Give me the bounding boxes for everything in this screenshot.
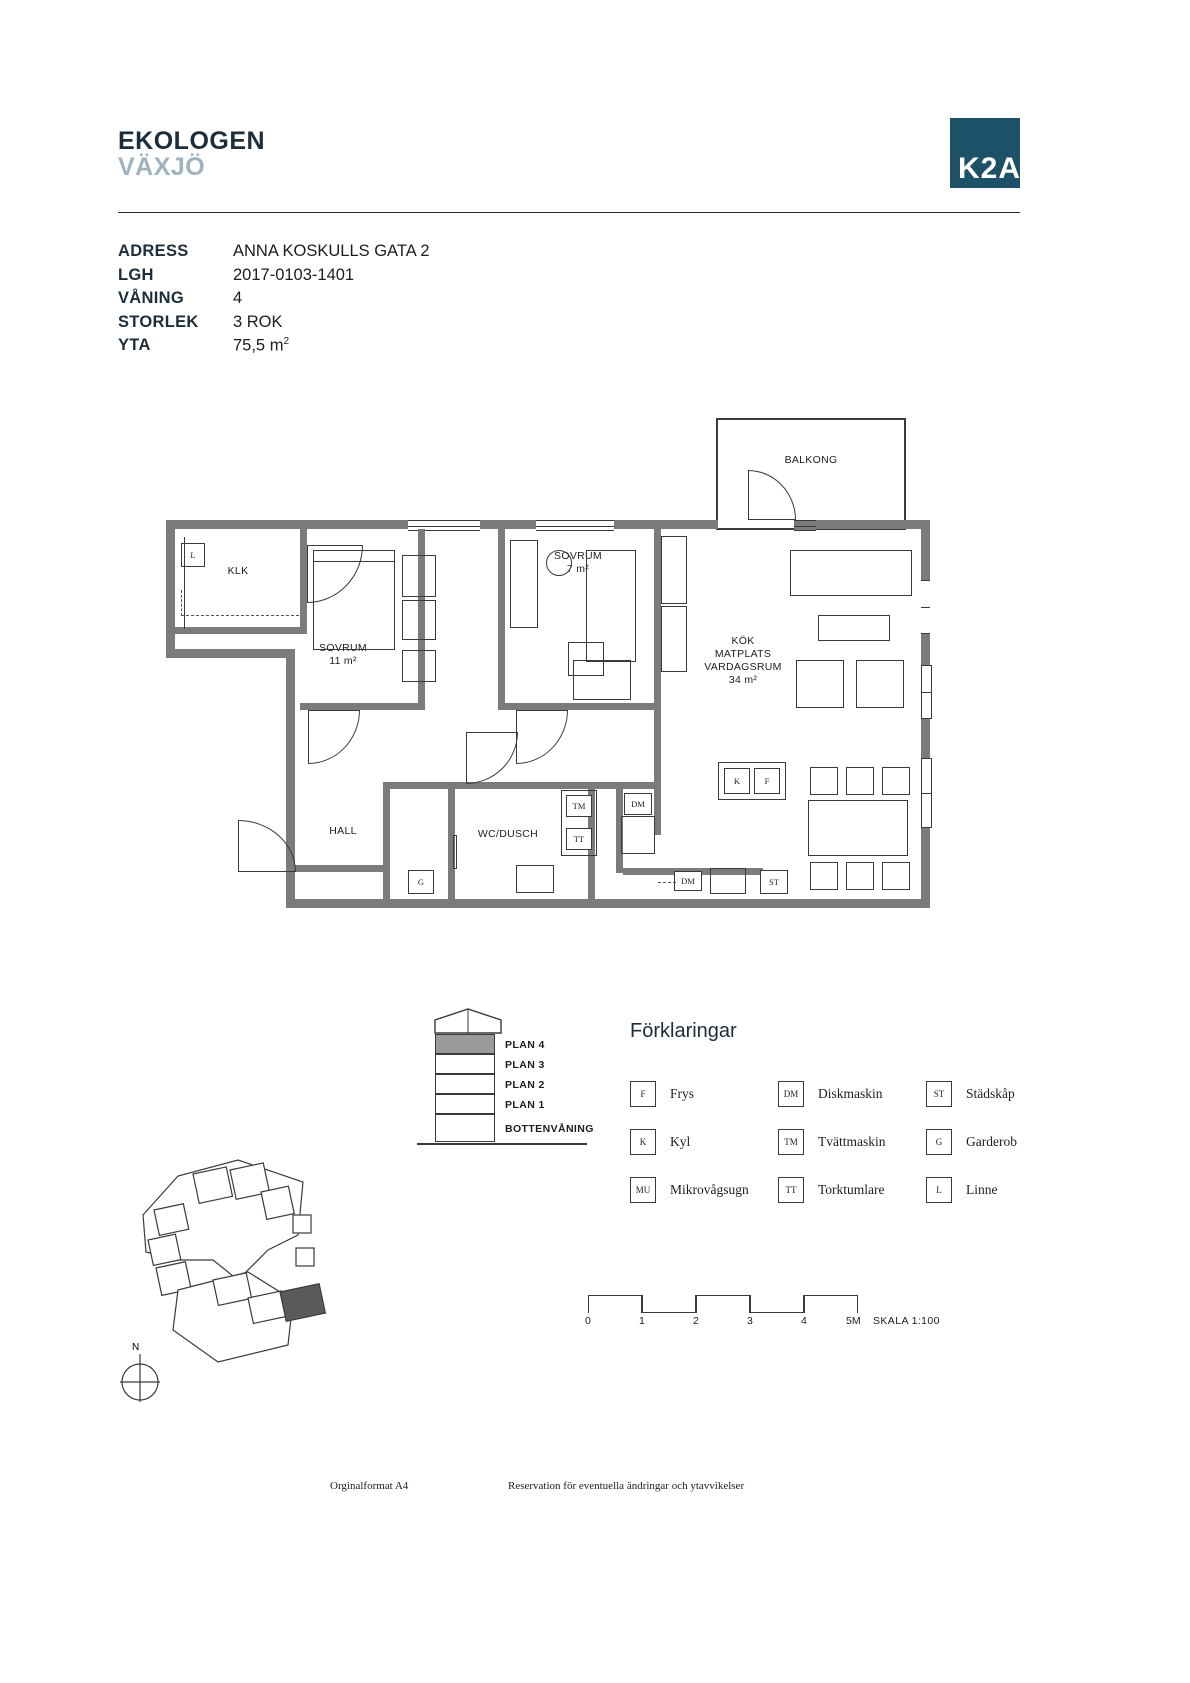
fact-value-storlek: 3 ROK bbox=[233, 312, 283, 331]
wardrobe-sovrum2 bbox=[510, 540, 538, 628]
legend-label-kyl: Kyl bbox=[670, 1134, 691, 1149]
room-label-hall: HALL bbox=[329, 825, 357, 837]
sovrum2-door-swing bbox=[516, 710, 568, 764]
wall-hall-left bbox=[383, 782, 390, 908]
hall-closet-lower bbox=[661, 606, 687, 672]
scale-label: SKALA 1:100 bbox=[873, 1315, 940, 1327]
klk-dashed-v bbox=[181, 590, 182, 616]
balcony-outline bbox=[716, 418, 906, 530]
dining-chair-3 bbox=[882, 767, 910, 795]
fact-key-vaning: VÅNING bbox=[118, 289, 184, 307]
window-right-3 bbox=[921, 758, 932, 828]
scale-seg-3 bbox=[696, 1295, 750, 1313]
legend-label-tvattmaskin: Tvättmaskin bbox=[818, 1134, 886, 1149]
room-label-sovrum-11: SOVRUM 11 m² bbox=[319, 642, 367, 668]
legend-item-stadskap bbox=[926, 1070, 1017, 1118]
fact-value-vaning: 4 bbox=[233, 289, 243, 307]
legend-item-frys bbox=[630, 1070, 749, 1118]
floor-label-plan-1: PLAN 1 bbox=[505, 1099, 545, 1111]
appliance-tag-dm-2: DM bbox=[674, 871, 702, 891]
legend-item-kyl bbox=[630, 1118, 749, 1166]
hall-closet-upper bbox=[661, 536, 687, 604]
wc-door-swing bbox=[466, 732, 518, 784]
legend-label-torktumlare: Torktumlare bbox=[818, 1182, 885, 1197]
footer-left: Orginalformat A4 bbox=[330, 1480, 409, 1492]
wardrobe-sovrum1-b bbox=[402, 600, 436, 640]
dining-chair-2 bbox=[846, 767, 874, 795]
wall-sovrum1-bottom bbox=[300, 703, 425, 710]
legend-code-dm: DM bbox=[778, 1081, 804, 1107]
wardrobe-sovrum1-a bbox=[402, 555, 436, 597]
brand-block bbox=[118, 128, 265, 181]
floor-row-plan-4 bbox=[435, 1034, 495, 1054]
dining-chair-1 bbox=[810, 767, 838, 795]
legend-code-mu: MU bbox=[630, 1177, 656, 1203]
appliance-tag-tt: TT bbox=[566, 828, 592, 850]
floor-label-plan-4: PLAN 4 bbox=[505, 1039, 545, 1051]
appliance-tag-tm: TM bbox=[566, 795, 592, 817]
k2a-logo bbox=[950, 118, 1020, 188]
room-label-wc-dusch: WC/DUSCH bbox=[477, 828, 539, 840]
legend-code-g: G bbox=[926, 1129, 952, 1155]
appliance-tag-k: K bbox=[724, 768, 750, 794]
window-top-2 bbox=[536, 520, 614, 531]
legend-column-1 bbox=[630, 1070, 749, 1214]
brand-line-1: EKOLOGEN bbox=[118, 127, 266, 155]
k2a-logo-text: K2A bbox=[958, 152, 1022, 185]
legend-item-diskmaskin bbox=[778, 1070, 886, 1118]
fact-key-yta: YTA bbox=[118, 336, 151, 354]
legend-code-l: L bbox=[926, 1177, 952, 1203]
compass-north-label: N bbox=[132, 1342, 140, 1353]
floor-row-plan-2 bbox=[435, 1074, 495, 1094]
stool-sovrum2 bbox=[546, 550, 572, 576]
fact-value-lgh: 2017-0103-1401 bbox=[233, 265, 355, 284]
scale-bar bbox=[585, 1295, 940, 1331]
legend-label-diskmaskin: Diskmaskin bbox=[818, 1086, 883, 1101]
desk-sovrum1 bbox=[402, 650, 436, 682]
wall-sovrum2-right bbox=[654, 529, 661, 835]
armchair-2 bbox=[856, 660, 904, 708]
wall-klk-bottom bbox=[175, 627, 307, 634]
fact-row-storlek bbox=[118, 313, 430, 332]
dm-cabinet bbox=[621, 816, 655, 854]
legend-code-tt: TT bbox=[778, 1177, 804, 1203]
appliance-tag-dm-1: DM bbox=[624, 793, 652, 815]
fact-value-adress: ANNA KOSKULLS GATA 2 bbox=[233, 242, 430, 260]
wc-basin bbox=[516, 865, 554, 893]
yta-superscript: 2 bbox=[283, 336, 290, 347]
compass-icon bbox=[118, 1340, 178, 1410]
fact-value-yta: 75,5 $m^2$ bbox=[233, 336, 290, 355]
wall-hall-top bbox=[383, 782, 658, 789]
building-base-line bbox=[417, 1143, 587, 1145]
sovrum1-door-swing bbox=[308, 710, 360, 764]
balcony-door-opening bbox=[794, 520, 816, 531]
floor-plan-drawing bbox=[118, 410, 1020, 930]
room-label-kok-matplats-vardagsrum: KÖK MATPLATS VARDAGSRUM 34 m² bbox=[704, 635, 782, 687]
appliance-tag-f: F bbox=[754, 768, 780, 794]
scale-tick-0: 0 bbox=[585, 1315, 591, 1327]
floor-label-plan-2: PLAN 2 bbox=[505, 1079, 545, 1091]
scale-tick-2: 2 bbox=[693, 1315, 699, 1327]
wall-sovrum2-left bbox=[498, 529, 505, 710]
table-sovrum2 bbox=[573, 660, 631, 700]
legend-label-linne: Linne bbox=[966, 1182, 998, 1197]
scale-tick-1: 1 bbox=[639, 1315, 645, 1327]
scale-bar-graphic bbox=[588, 1295, 858, 1313]
legend-label-garderob: Garderob bbox=[966, 1134, 1017, 1149]
legend-item-tvattmaskin bbox=[778, 1118, 886, 1166]
armchair-1 bbox=[796, 660, 844, 708]
fact-row-adress bbox=[118, 242, 430, 261]
window-right-2 bbox=[921, 665, 932, 719]
bed-double bbox=[313, 550, 395, 650]
scale-tick-4: 4 bbox=[801, 1315, 807, 1327]
scale-seg-2 bbox=[642, 1295, 696, 1313]
legend-label-mikrovagsugn: Mikrovågsugn bbox=[670, 1182, 749, 1197]
wall-sovrum2-bottom bbox=[505, 703, 655, 710]
legend-item-garderob bbox=[926, 1118, 1017, 1166]
floor-row-bottenvaning bbox=[435, 1114, 495, 1142]
appliance-tag-g: G bbox=[408, 870, 434, 894]
dining-chair-5 bbox=[846, 862, 874, 890]
legend-label-frys: Frys bbox=[670, 1086, 695, 1101]
wall-top-right bbox=[808, 520, 930, 529]
fact-row-vaning bbox=[118, 289, 430, 308]
legend-code-f: F bbox=[630, 1081, 656, 1107]
appliance-tag-st: ST bbox=[760, 870, 788, 894]
laundry-niche bbox=[561, 790, 597, 856]
legend-code-tm: TM bbox=[778, 1129, 804, 1155]
legend-code-st: ST bbox=[926, 1081, 952, 1107]
sofa-large bbox=[790, 550, 912, 596]
fact-key-adress: ADRESS bbox=[118, 242, 189, 260]
dining-chair-4 bbox=[810, 862, 838, 890]
wall-left-upper bbox=[166, 520, 175, 657]
floor-row-plan-1 bbox=[435, 1094, 495, 1114]
building-elevation bbox=[405, 1010, 594, 1150]
property-facts bbox=[118, 242, 430, 360]
legend-label-stadskap: Städskåp bbox=[966, 1086, 1015, 1101]
building-roof-icon bbox=[433, 1008, 503, 1034]
fact-row-lgh bbox=[118, 266, 430, 285]
dining-chair-6 bbox=[882, 862, 910, 890]
floor-row-plan-3 bbox=[435, 1054, 495, 1074]
legend-code-k: K bbox=[630, 1129, 656, 1155]
brand-line-2: VÄXJÖ bbox=[118, 153, 206, 182]
fact-row-yta bbox=[118, 336, 430, 356]
scale-tick-3: 3 bbox=[747, 1315, 753, 1327]
fact-key-storlek: STORLEK bbox=[118, 312, 199, 331]
tv-unit bbox=[818, 615, 890, 641]
appliance-tag-l: L bbox=[181, 543, 205, 567]
wall-klk-right bbox=[300, 529, 307, 634]
legend-item-mikrovagsugn bbox=[630, 1166, 749, 1214]
wall-hall-entry bbox=[294, 865, 390, 872]
scale-tick-5: 5M bbox=[846, 1315, 861, 1327]
legend-column-2 bbox=[778, 1070, 886, 1214]
kitchen-sink bbox=[710, 868, 746, 894]
site-plan-highlight bbox=[280, 1284, 325, 1322]
bed-headboard bbox=[313, 550, 395, 562]
room-label-klk: KLK bbox=[227, 565, 249, 577]
dm-dashed-line bbox=[658, 882, 676, 883]
scale-seg-1 bbox=[588, 1295, 642, 1313]
scale-seg-5 bbox=[804, 1295, 858, 1313]
window-right-1 bbox=[921, 580, 930, 634]
wall-notch-bottom bbox=[166, 649, 294, 658]
fact-key-lgh: LGH bbox=[118, 265, 154, 284]
room-label-sovrum-7: SOVRUM 7 m² bbox=[554, 550, 602, 576]
floor-label-bottenvaning: BOTTENVÅNING bbox=[505, 1123, 594, 1135]
scale-tick-labels bbox=[585, 1315, 878, 1331]
klk-dashed bbox=[181, 615, 299, 616]
compass-rose bbox=[118, 1340, 178, 1410]
wc-door-leaf bbox=[453, 835, 457, 869]
legend-column-3 bbox=[926, 1070, 1017, 1214]
floor-label-plan-3: PLAN 3 bbox=[505, 1059, 545, 1071]
scale-seg-4 bbox=[750, 1295, 804, 1313]
legend-item-linne bbox=[926, 1166, 1017, 1214]
header-divider bbox=[118, 212, 1020, 213]
dining-table bbox=[808, 800, 908, 856]
legend-title: Förklaringar bbox=[630, 1020, 737, 1042]
room-label-balkong: BALKONG bbox=[784, 454, 838, 466]
footer-right: Reservation för eventuella ändringar och ytavvikelser bbox=[508, 1480, 745, 1492]
legend-item-torktumlare bbox=[778, 1166, 886, 1214]
